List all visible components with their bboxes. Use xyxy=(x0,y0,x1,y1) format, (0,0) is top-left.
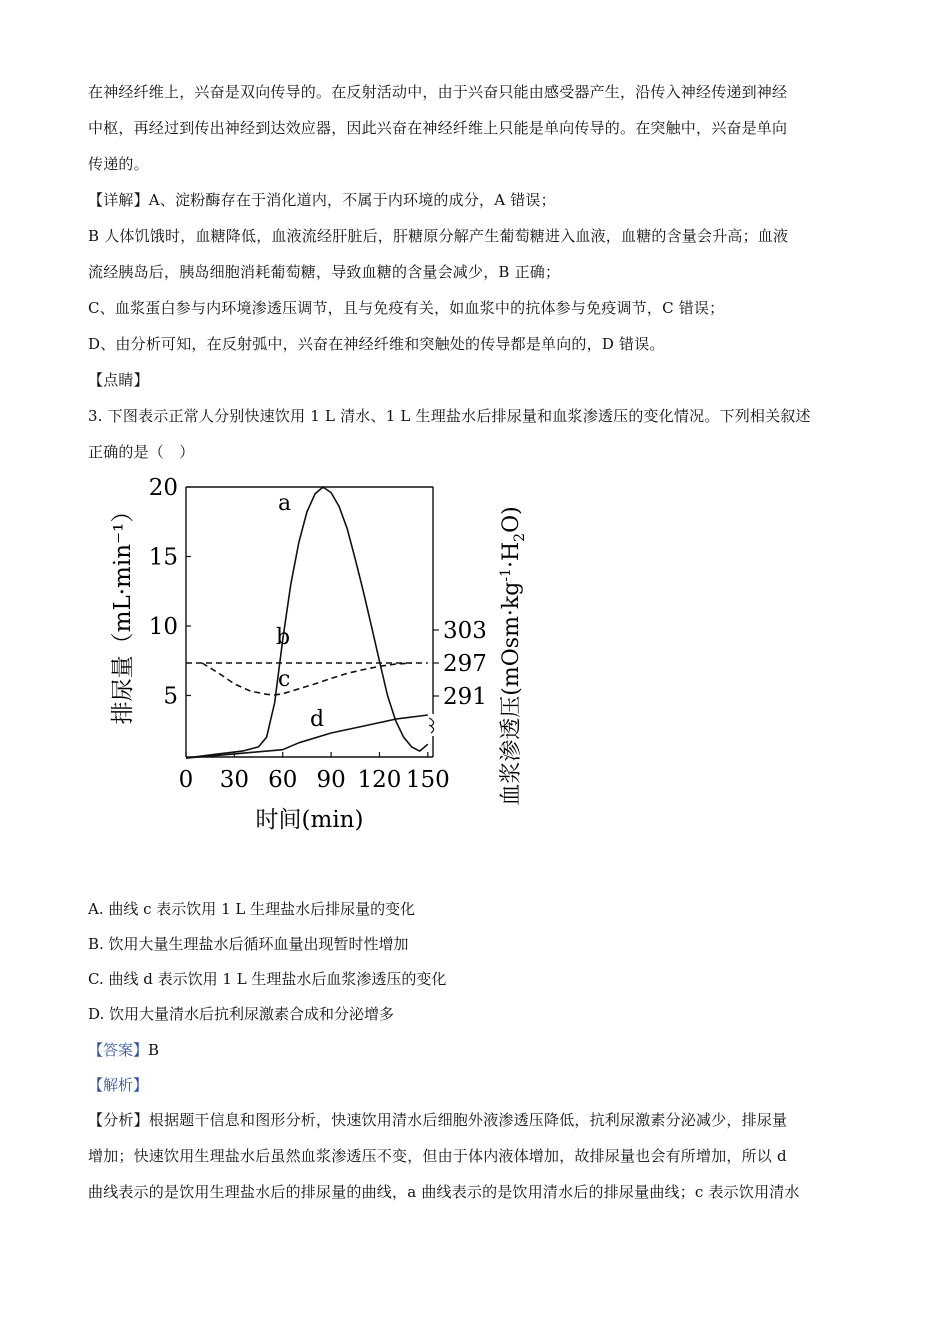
x-tick-label: 150 xyxy=(405,767,450,793)
series-line-a xyxy=(186,487,428,758)
x-tick-label: 60 xyxy=(268,767,298,793)
y-left-tick-label: 5 xyxy=(163,683,178,710)
series-label-b: b xyxy=(276,625,291,650)
detail-d-line: D、由分析可知，在反射弧中，兴奋在神经纤维和突触处的传导都是单向的，D 错误。 xyxy=(88,335,665,353)
option-a: A. 曲线 c 表示饮用 1 L 生理盐水后排尿量的变化 xyxy=(88,900,416,918)
x-tick-label: 120 xyxy=(357,767,402,793)
osmotic-pressure-chart xyxy=(100,474,540,844)
option-b: B. 饮用大量生理盐水后循环血量出现暂时性增加 xyxy=(88,935,409,953)
detail-c-line: C、血浆蛋白参与内环境渗透压调节，且与免疫有关，如血浆中的抗体参与免疫调节，C 错误； xyxy=(88,299,725,317)
question-stem: 3. 下图表示正常人分别快速饮用 1 L 清水、1 L 生理盐水后排尿量和血浆渗透压的变化情况。下列相关叙述 xyxy=(88,407,811,425)
answer-value: B xyxy=(148,1041,160,1059)
detail-b-line: B 人体饥饿时，血糖降低，血液流经肝脏后，肝糖原分解产生葡萄糖进入血液，血糖的含量会升高；血液 xyxy=(88,227,789,245)
x-tick-label: 90 xyxy=(316,767,346,793)
y-right-tick-label: 297 xyxy=(443,651,487,677)
detail-b-line-2: 流经胰岛后，胰岛细胞消耗葡萄糖，导致血糖的含量会减少，B 正确； xyxy=(88,263,561,281)
analysis-line: 增加；快速饮用生理盐水后虽然血浆渗透压不变，但由于体内液体增加，故排尿量也会有所增加，所以 d xyxy=(88,1147,787,1165)
paragraph-line: 在神经纤维上，兴奋是双向传导的。在反射活动中，由于兴奋只能由感受器产生，沿传入神经传递到神经 xyxy=(88,83,788,101)
option-d: D. 饮用大量清水后抗利尿激素合成和分泌增多 xyxy=(88,1005,395,1023)
y-left-tick-label: 10 xyxy=(148,614,178,640)
y-left-axis-label: 排尿量（mL·min⁻¹） xyxy=(110,499,136,725)
x-axis-label: 时间(min) xyxy=(255,807,364,833)
question-stem-2: 正确的是（ ） xyxy=(88,443,195,461)
detail-a-line: 【详解】A、淀粉酶存在于消化道内，不属于内环境的成分，A 错误； xyxy=(88,191,556,209)
series-label-d: d xyxy=(310,707,325,732)
answer-label: 【答案】 xyxy=(88,1041,149,1059)
y-right-tick-label: 291 xyxy=(443,684,487,710)
series-label-a: a xyxy=(278,491,292,516)
x-tick-label: 30 xyxy=(219,767,250,793)
paragraph-line: 传递的。 xyxy=(88,155,149,173)
y-right-axis-label: 血浆渗透压$(mOsm\cdot kg^{-1}\cdot H_2O)$ xyxy=(498,506,528,806)
x-tick-label: 0 xyxy=(178,767,194,793)
analysis-line: 曲线表示的是饮用生理盐水后的排尿量的曲线，a 曲线表示的是饮用清水后的排尿量曲线；c 表示饮用清水 xyxy=(88,1183,800,1201)
analysis-line: 【分析】根据题干信息和图形分析，快速饮用清水后细胞外液渗透压降低，抗利尿激素分泌减少，排尿量 xyxy=(88,1111,788,1129)
axis-break-mark xyxy=(429,725,434,733)
answer-line xyxy=(88,1040,159,1060)
y-left-tick-label: 20 xyxy=(148,475,178,501)
comment-label: 【点睛】 xyxy=(88,371,149,389)
option-c: C. 曲线 d 表示饮用 1 L 生理盐水后血浆渗透压的变化 xyxy=(88,970,447,988)
paragraph-line: 中枢，再经过到传出神经到达效应器，因此兴奋在神经纤维上只能是单向传导的。在突触中，兴奋是单向 xyxy=(88,119,788,137)
y-right-tick-label: 303 xyxy=(443,618,487,644)
y-left-tick-label: 15 xyxy=(148,544,178,571)
analysis-label: 【解析】 xyxy=(88,1076,149,1094)
series-line-d xyxy=(186,715,428,758)
series-label-c: c xyxy=(278,667,291,692)
